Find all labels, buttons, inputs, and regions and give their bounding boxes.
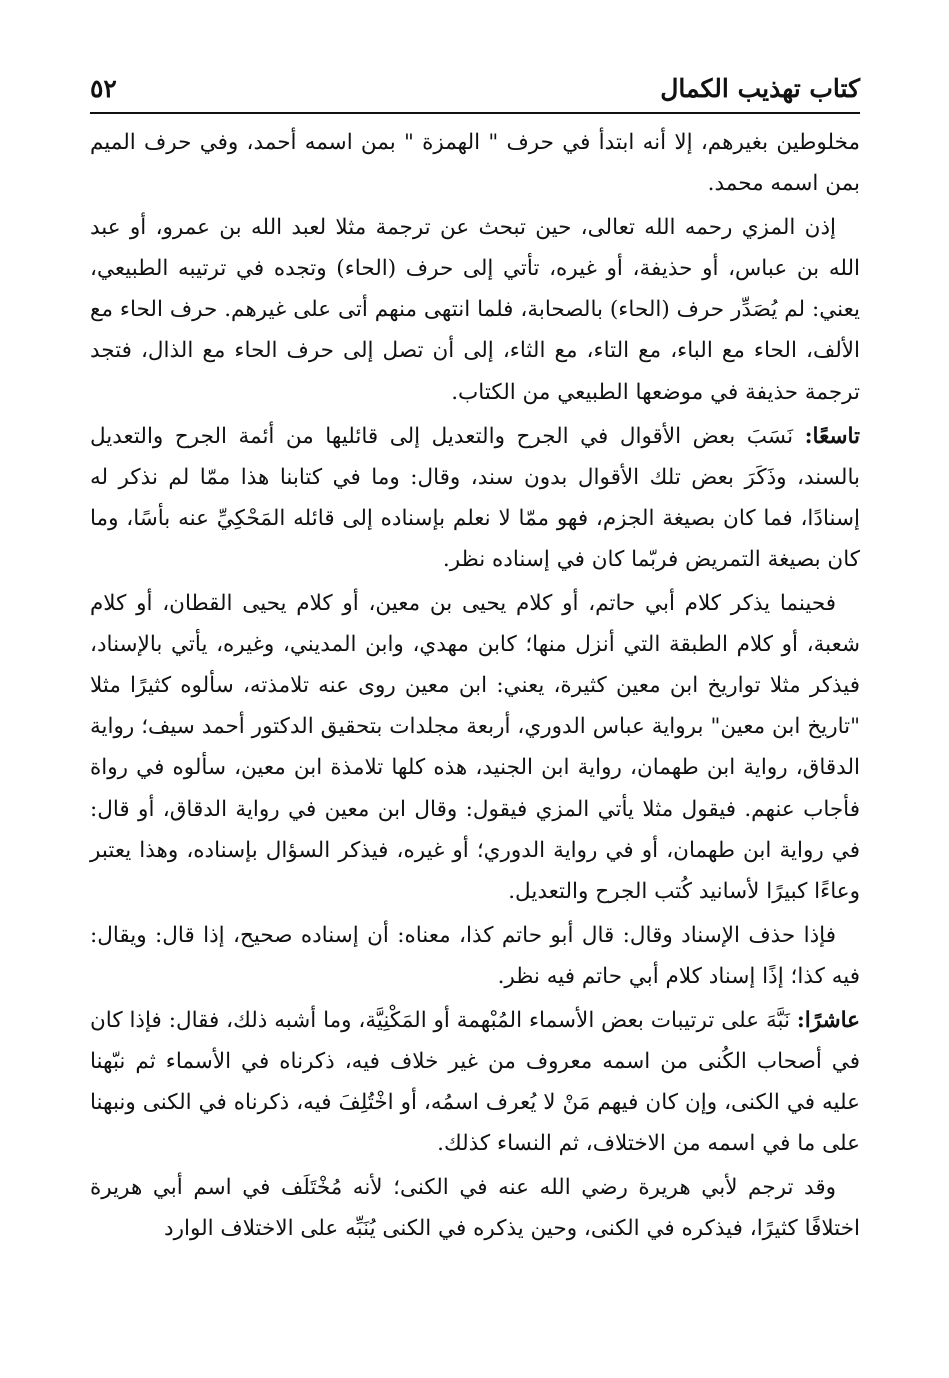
page-number: ٥٢ — [90, 74, 117, 103]
paragraph-text: فحينما يذكر كلام أبي حاتم، أو كلام يحيى بن معين، أو كلام يحيى القطان، أو كلام شعبة، أو كلام الطبقة التي أنزل منها؛ كابن مهدي، وابن المديني، وغيره، يأتي بالإسناد، فيذكر مثلا تواريخ ابن معين كثيرة، يعني: ابن معين روى عنه تلامذته، سألوه كثيرًا مثلا "تاريخ ابن معين" برواية عباس الدوري، أربعة مجلدات بتحقيق الدكتور أحمد سيف؛ رواية الدقاق، رواية ابن طهمان، رواية ابن الجنيد، هذه كلها تلامذة ابن معين، سألوه في رواة فأجاب عنهم. فيقول مثلا يأتي المزي فيقول: وقال ابن معين في رواية الدقاق، أو قال: في رواية ابن طهمان، أو في رواية الدوري؛ أو غيره، فيذكر السؤال بإسناده، وهذا يعتبر وعاءًا كبيرًا لأسانيد كُتب الجرح والتعديل. — [90, 591, 860, 904]
paragraph — [90, 1167, 860, 1249]
paragraph-text: فإذا حذف الإسناد وقال: قال أبو حاتم كذا، معناه: أن إسناده صحيح، إذا قال: ويقال: فيه كذا؛ إذًا إسناد كلام أبي حاتم فيه نظر. — [90, 922, 860, 989]
paragraph-lead: عاشرًا: — [796, 1007, 860, 1033]
paragraph-text: مخلوطين بغيرهم، إلا أنه ابتدأ في حرف " الهمزة " بمن اسمه أحمد، وفي حرف الميم بمن اسمه محمد. — [90, 130, 860, 197]
paragraph — [90, 1000, 860, 1164]
paragraph — [90, 915, 860, 997]
paragraph-text: وقد ترجم لأبي هريرة رضي الله عنه في الكنى؛ لأنه مُخْتَلَف في اسم أبي هريرة اختلافًا كثيرًا، فيذكره في الكنى، وحين يذكره في الكنى يُنَبِّه على الاختلاف الوارد — [90, 1175, 860, 1242]
paragraph-text: نَسَبَ بعض الأقوال في الجرح والتعديل إلى قائليها من أئمة الجرح والتعديل بالسند، وذَكَرَ بعض تلك الأقوال بدون سند، وقال: وما في كتابنا هذا ممّا لم نذكر له إسنادًا، فما كان بصيغة الجزم، فهو ممّا لا نعلم بإسناده إلى قائله المَحْكِيِّ عنه بأسًا، وما كان بصيغة التمريض فربّما كان في إسناده نظر. — [90, 423, 860, 572]
paragraph — [90, 583, 860, 912]
paragraph-lead: تاسعًا: — [804, 423, 860, 449]
book-title: كتاب تهذيب الكمال — [660, 74, 860, 103]
paragraph — [90, 207, 860, 412]
paragraph-text: إذن المزي رحمه الله تعالى، حين تبحث عن ترجمة مثلا لعبد الله بن عمرو، أو عبد الله بن عباس، أو حذيفة، أو غيره، تأتي إلى حرف (الحاء) وتجده في ترتيبه الطبيعي، يعني: لم يُصَدِّر حرف (الحاء) بالصحابة، فلما انتهى منهم أتى على غيرهم. حرف الحاء مع الألف، الحاء مع الباء، مع التاء، مع الثاء، إلى أن تصل إلى حرف الحاء مع الذال، فتجد ترجمة حذيفة في موضعها الطبيعي من الكتاب. — [90, 215, 860, 405]
paragraph — [90, 122, 860, 204]
book-page — [90, 60, 860, 1360]
paragraph — [90, 416, 860, 580]
body-text — [90, 122, 860, 1250]
paragraph-text: نَبَّهَ على ترتيبات بعض الأسماء المُبْهمة أو المَكْنِيَّة، وما أشبه ذلك، فقال: فإذا كان في أصحاب الكُنى من اسمه معروف من غير خلاف فيه، ذكرناه في الأسماء ثم نبّهنا عليه في الكنى، وإن كان فيهم مَنْ لا يُعرف اسمُه، أو اخْتُلِفَ فيه، ذكرناه في الكنى ونبهنا على ما في اسمه من الاختلاف، ثم النساء كذلك. — [90, 1007, 860, 1157]
running-header — [90, 60, 860, 114]
